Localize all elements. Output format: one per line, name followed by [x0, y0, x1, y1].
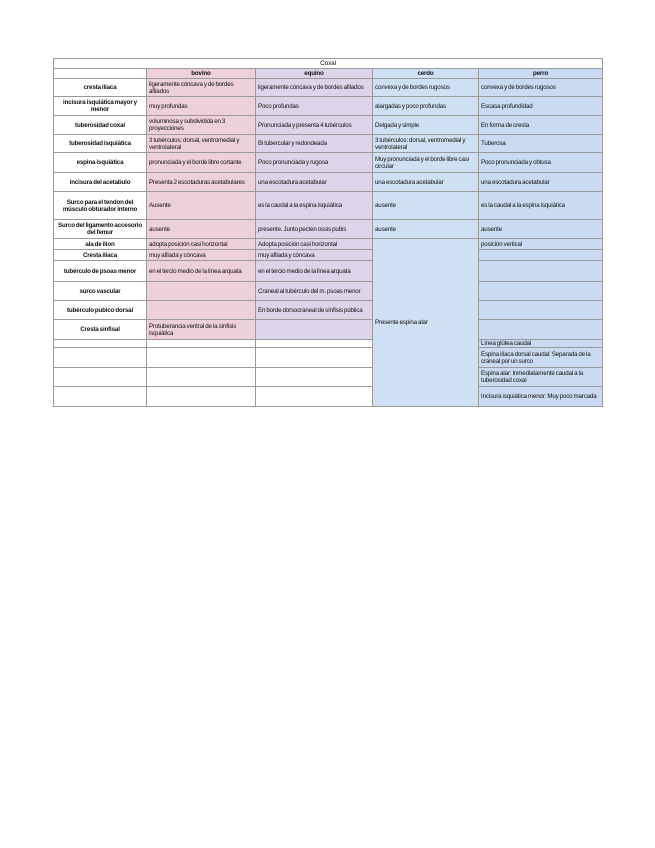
cell-bovino: pronunciada y el borde libre cortante — [147, 153, 256, 173]
cell-equino: presente. Junto pecten ossis pubis — [256, 220, 373, 239]
cell-bovino — [147, 282, 256, 301]
cell-equino: Craneal al tubérculo del m. psoas menor — [256, 282, 373, 301]
cell-cerdo: Delgada y simple — [373, 116, 479, 135]
cell-perro: posición vertical — [479, 239, 603, 250]
cell-equino: muy afilada y cóncava — [256, 250, 373, 261]
table-row — [54, 340, 603, 348]
row-label: tubérculo pubico dorsal — [54, 301, 147, 320]
cell-equino: Poco profundas — [256, 97, 373, 116]
row-label: Surco para el tendon del músculo obturador interno — [54, 192, 147, 220]
row-label: espina isquiática — [54, 153, 147, 173]
table-row — [54, 173, 603, 192]
cell-perro — [479, 282, 603, 301]
cell-cerdo-merged: Presente espina alar — [373, 239, 479, 407]
cell-equino: es la caudal a la espina isquiática — [256, 192, 373, 220]
table-row — [54, 301, 603, 320]
cell-bovino — [147, 348, 256, 368]
cell-bovino — [147, 301, 256, 320]
cell-bovino: ligeramente cóncava y de bordes afilados — [147, 79, 256, 97]
cell-bovino: Presenta 2 escotaduras acetabulares — [147, 173, 256, 192]
cell-bovino: muy afilada y cóncava — [147, 250, 256, 261]
table-row — [54, 368, 603, 387]
cell-perro: Espina alar: Inmediatamente caudal a la tuberosidad coxal — [479, 368, 603, 387]
cell-bovino: adopta posición casi horizontal — [147, 239, 256, 250]
header-corner — [54, 69, 147, 79]
row-label — [54, 387, 147, 407]
table-row — [54, 79, 603, 97]
cell-bovino: Protuberancia ventral de la sínfisis isquiática — [147, 320, 256, 340]
row-label: Cresta iliaca — [54, 250, 147, 261]
cell-equino: Pronunciada y presenta 4 tubérculos — [256, 116, 373, 135]
row-label: tubérculo de psoas menor — [54, 261, 147, 282]
cell-equino: Bi tubercular y redondeada — [256, 135, 373, 153]
row-label: ala de ilion — [54, 239, 147, 250]
cell-equino — [256, 368, 373, 387]
column-header-bovino: bovino — [147, 69, 256, 79]
cell-equino — [256, 340, 373, 348]
cell-perro: una escotadura acetabular — [479, 173, 603, 192]
cell-equino: Poco pronunciada y rugosa — [256, 153, 373, 173]
cell-perro: Tuberosa — [479, 135, 603, 153]
cell-cerdo: una escotadura acetabular — [373, 173, 479, 192]
cell-perro: es la caudal a la espina isquiática — [479, 192, 603, 220]
table-row — [54, 348, 603, 368]
table-row — [54, 282, 603, 301]
cell-bovino — [147, 387, 256, 407]
table-row — [54, 261, 603, 282]
cell-bovino: muy profundas — [147, 97, 256, 116]
cell-equino: En borde dorsocraneal de sínfisis pública — [256, 301, 373, 320]
cell-perro: ausente — [479, 220, 603, 239]
cell-bovino: voluminosa y subdividida en 3 proyecciones — [147, 116, 256, 135]
cell-bovino — [147, 340, 256, 348]
cell-equino: en el tercio medio de la línea arquata — [256, 261, 373, 282]
row-label — [54, 348, 147, 368]
cell-equino: una escotadura acetabular — [256, 173, 373, 192]
cell-equino — [256, 348, 373, 368]
cell-perro: Poco pronunciada y obtusa — [479, 153, 603, 173]
table-row — [54, 239, 603, 250]
cell-cerdo: 3 tubérculos: dorsal, ventromedial y ventrolateral — [373, 135, 479, 153]
coxal-comparison-table — [53, 58, 603, 407]
cell-cerdo: convexa y de bordes rugosos — [373, 79, 479, 97]
column-header-perro: perro — [479, 69, 603, 79]
row-label: tuberosidad isquiática — [54, 135, 147, 153]
cell-perro — [479, 320, 603, 340]
column-header-equino: equino — [256, 69, 373, 79]
cell-perro: Línea glútea caudal — [479, 340, 603, 348]
row-label: tuberosidad coxal — [54, 116, 147, 135]
table-row — [54, 250, 603, 261]
column-header-cerdo: cerdo — [373, 69, 479, 79]
table-row — [54, 220, 603, 239]
cell-equino: ligeramente cóncava y de bordes afilados — [256, 79, 373, 97]
cell-bovino: Ausente — [147, 192, 256, 220]
row-label: incisura del acetabulo — [54, 173, 147, 192]
table-title: Coxal — [54, 59, 603, 69]
cell-cerdo: Muy pronunciada y el borde libre casi circular — [373, 153, 479, 173]
table-row — [54, 320, 603, 340]
cell-equino — [256, 320, 373, 340]
row-label — [54, 340, 147, 348]
cell-bovino: 3 tubérculos: dorsal, ventromedial y ventrolateral — [147, 135, 256, 153]
row-label: Cresta sinfisal — [54, 320, 147, 340]
cell-perro — [479, 301, 603, 320]
cell-bovino — [147, 368, 256, 387]
row-label: surco vascular — [54, 282, 147, 301]
cell-bovino: en el tercio medio de la línea arquata — [147, 261, 256, 282]
table-row — [54, 387, 603, 407]
cell-perro: Escasa profundidad — [479, 97, 603, 116]
cell-perro: En forma de cresta — [479, 116, 603, 135]
cell-perro — [479, 250, 603, 261]
cell-perro: Espina ilíaca dorsal caudal: Separada de la craneal por un surco — [479, 348, 603, 368]
cell-cerdo: alargadas y poco profundas — [373, 97, 479, 116]
row-label — [54, 368, 147, 387]
table-row — [54, 135, 603, 153]
table-row — [54, 116, 603, 135]
cell-equino: Adopta posición casi horizontal — [256, 239, 373, 250]
cell-cerdo: ausente — [373, 192, 479, 220]
table-row — [54, 97, 603, 116]
cell-equino — [256, 387, 373, 407]
table-row — [54, 153, 603, 173]
row-label: Surco del ligamento accesorio del femur — [54, 220, 147, 239]
table-row — [54, 192, 603, 220]
cell-perro — [479, 261, 603, 282]
row-label: incisura isquiática mayor y menor — [54, 97, 147, 116]
cell-bovino: ausente — [147, 220, 256, 239]
row-label: cresta ilíaca — [54, 79, 147, 97]
cell-cerdo: ausente — [373, 220, 479, 239]
cell-perro: convexa y de bordes rugosos — [479, 79, 603, 97]
cell-perro: Incisura isquiática menor: Muy poco marcada — [479, 387, 603, 407]
